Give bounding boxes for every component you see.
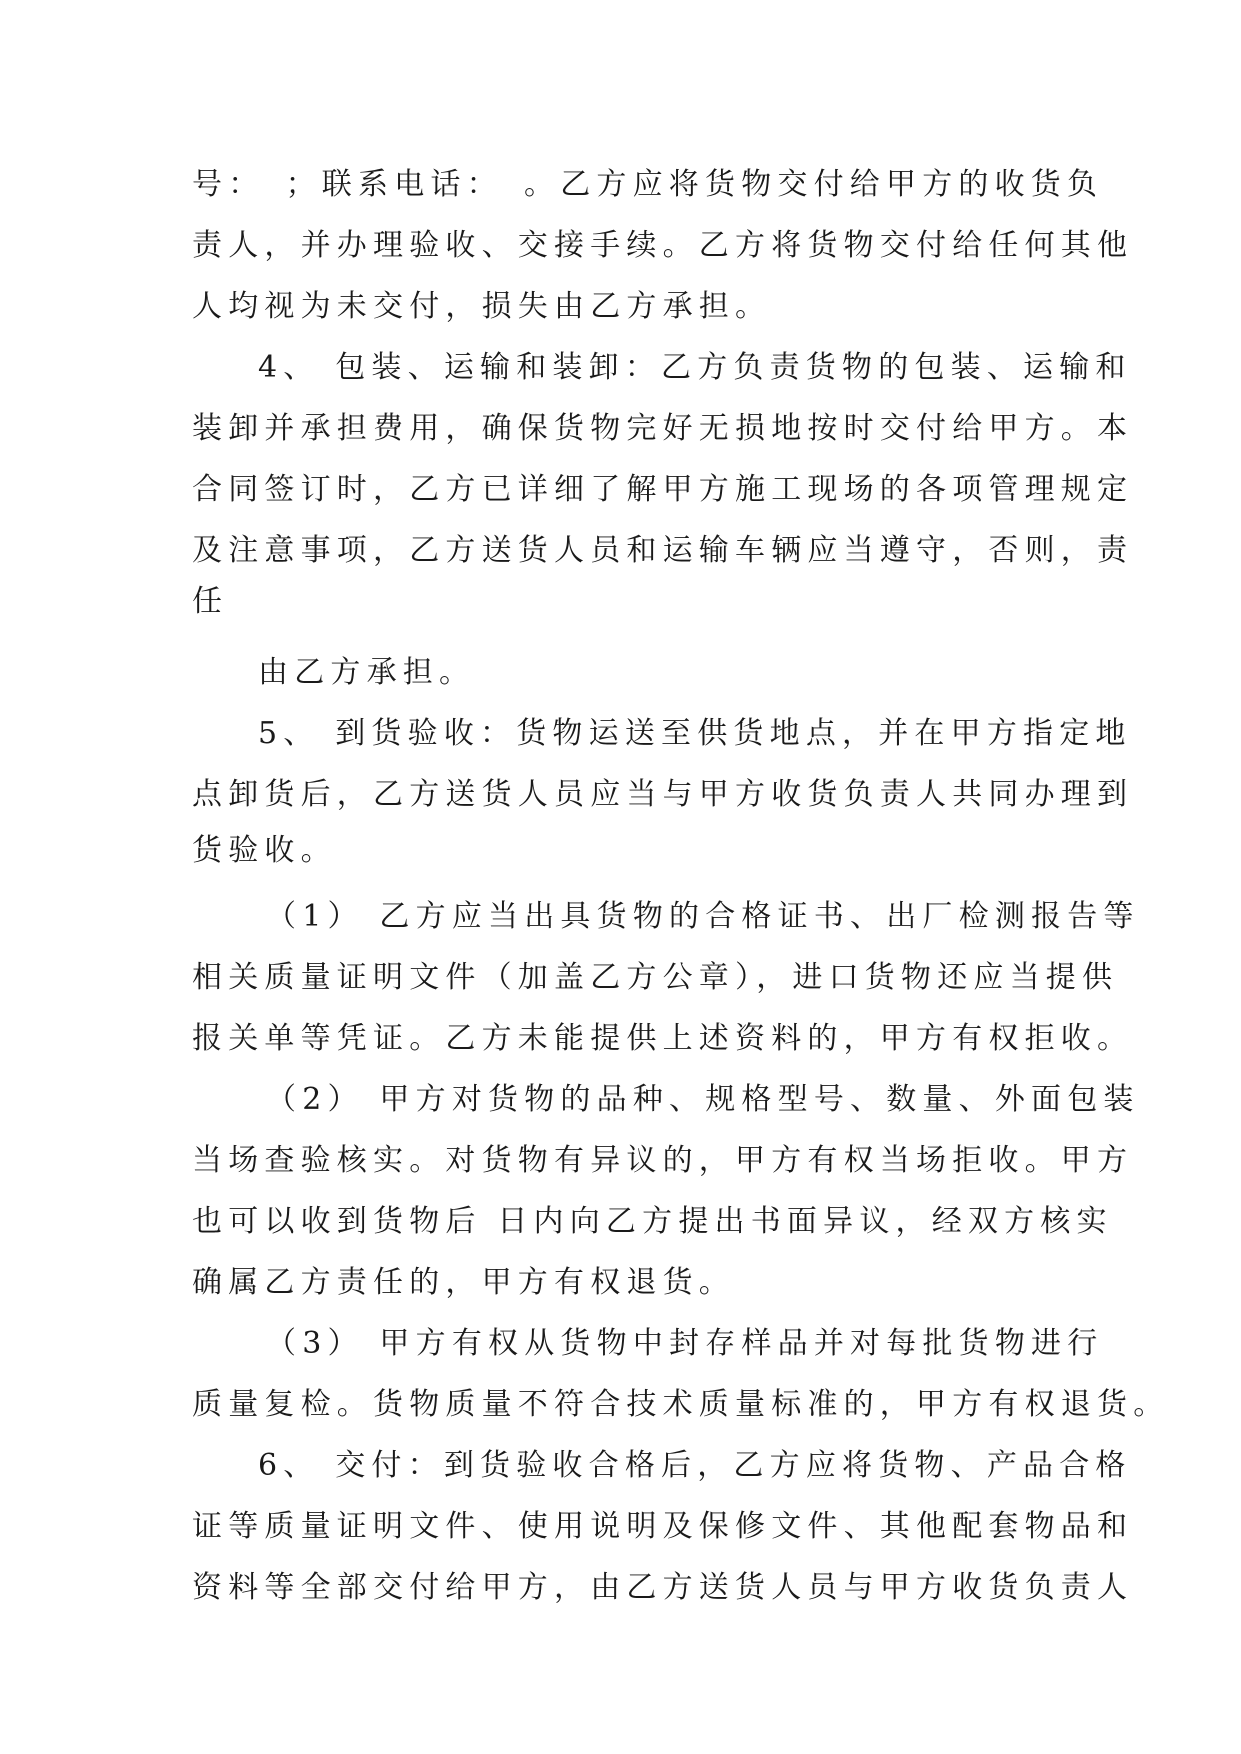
text-line: 质量复检。货物质量不符合技术质量标准的，甲方有权退货。 bbox=[192, 1387, 1170, 1422]
text-line: 责人，并办理验收、交接手续。乙方将货物交付给任何其他 bbox=[192, 228, 1134, 263]
text-line: 4、 包装、运输和装卸：乙方负责货物的包装、运输和 bbox=[258, 350, 1132, 385]
text-line: 号： ；联系电话： 。乙方应将货物交付给甲方的收货负 bbox=[192, 167, 1104, 202]
text-line: 相关质量证明文件（加盖乙方公章），进口货物还应当提供 bbox=[192, 960, 1119, 995]
text-line: 6、 交付：到货验收合格后，乙方应将货物、产品合格 bbox=[258, 1448, 1132, 1483]
text-line: 也可以收到货物后 日内向乙方提出书面异议，经双方核实 bbox=[192, 1204, 1113, 1239]
text-line: 装卸并承担费用，确保货物完好无损地按时交付给甲方。本 bbox=[192, 411, 1134, 446]
text-line: 任 bbox=[192, 584, 229, 619]
text-line: 报关单等凭证。乙方未能提供上述资料的，甲方有权拒收。 bbox=[192, 1021, 1134, 1056]
text-line: 由乙方承担。 bbox=[258, 655, 476, 690]
text-line: 当场查验核实。对货物有异议的，甲方有权当场拒收。甲方 bbox=[192, 1143, 1134, 1178]
text-line: 人均视为未交付，损失由乙方承担。 bbox=[192, 289, 772, 324]
text-line: 证等质量证明文件、使用说明及保修文件、其他配套物品和 bbox=[192, 1509, 1134, 1544]
text-line: （2） 甲方对货物的品种、规格型号、数量、外面包装 bbox=[266, 1082, 1140, 1117]
text-line: 5、 到货验收：货物运送至供货地点，并在甲方指定地 bbox=[258, 716, 1132, 751]
text-line: 合同签订时，乙方已详细了解甲方施工现场的各项管理规定 bbox=[192, 472, 1134, 507]
text-line: （3） 甲方有权从货物中封存样品并对每批货物进行 bbox=[266, 1326, 1104, 1361]
text-line: 点卸货后，乙方送货人员应当与甲方收货负责人共同办理到 bbox=[192, 777, 1134, 812]
text-line: 确属乙方责任的，甲方有权退货。 bbox=[192, 1265, 735, 1300]
text-line: 货验收。 bbox=[192, 833, 337, 868]
text-line: 及注意事项，乙方送货人员和运输车辆应当遵守，否则，责 bbox=[192, 533, 1134, 568]
text-line: 资料等全部交付给甲方，由乙方送货人员与甲方收货负责人 bbox=[192, 1570, 1134, 1605]
text-line: （1） 乙方应当出具货物的合格证书、出厂检测报告等 bbox=[266, 899, 1140, 934]
